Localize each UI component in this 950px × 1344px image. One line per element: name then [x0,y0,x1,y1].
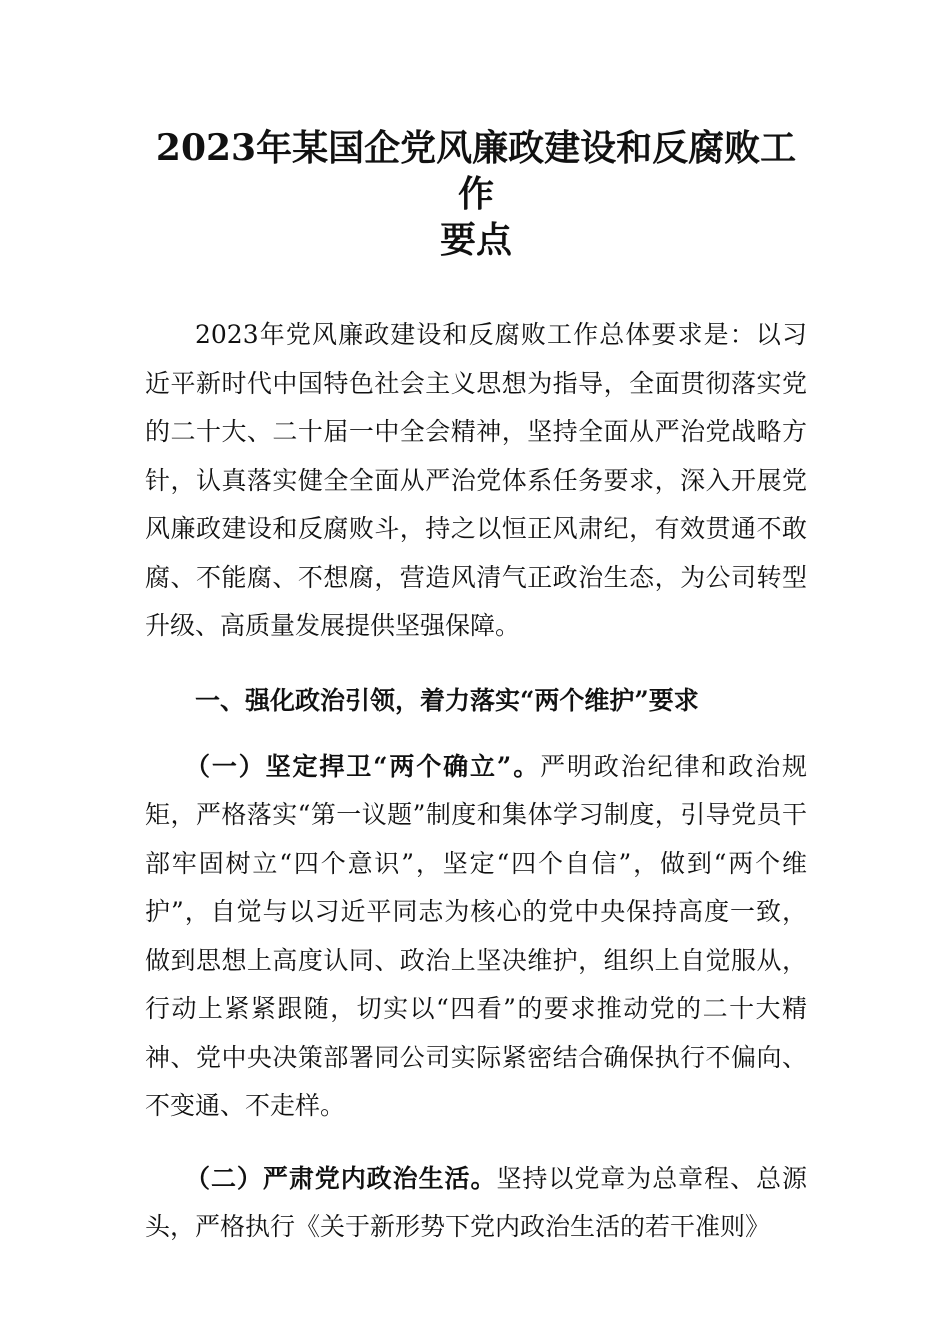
item-1-paragraph [145,743,807,1131]
item-2-paragraph [145,1155,807,1252]
title-line-2: 要点 [439,219,512,261]
item-2-body: 坚持以党章为总章程、总源头，严格执行《关于新形势下党内政治生活的若干准则》 [145,1163,807,1241]
section-1-heading: 一、强化政治引领，着力落实“两个维护”要求 [195,685,699,715]
document-page [145,125,807,1252]
document-title [145,125,807,263]
item-1-lead: （一）坚定捍卫“两个确立”。 [185,751,541,781]
item-1-body: 严明政治纪律和政治规矩，严格落实“第一议题”制度和集体学习制度，引导党员干部牢固树立“四个意识”，坚定“四个自信”，做到“两个维护”，自觉与以习近平同志为核心的党中央保持高度一致，做到思想上高度认同、政治上坚决维护，组织上自觉服从，行动上紧紧跟随，切实以“四看”的要求推动党的二十大精神、党中央决策部署同公司实际紧密结合确保执行不偏向、不变通、不走样。 [145,751,807,1120]
intro-paragraph: 2023年党风廉政建设和反腐败工作总体要求是：以习近平新时代中国特色社会主义思想为指导，全面贯彻落实党的二十大、二十届一中全会精神，坚持全面从严治党战略方针，认真落实健全全面从严治党体系任务要求，深入开展党风廉政建设和反腐败斗，持之以恒正风肃纪，有效贯通不敢腐、不能腐、不想腐，营造风清气正政治生态，为公司转型升级、高质量发展提供坚强保障。 [145,320,807,640]
item-2-lead: （二）严肃党内政治生活。 [185,1163,497,1193]
title-line-1: 2023年某国企党风廉政建设和反腐败工作 [155,127,797,215]
